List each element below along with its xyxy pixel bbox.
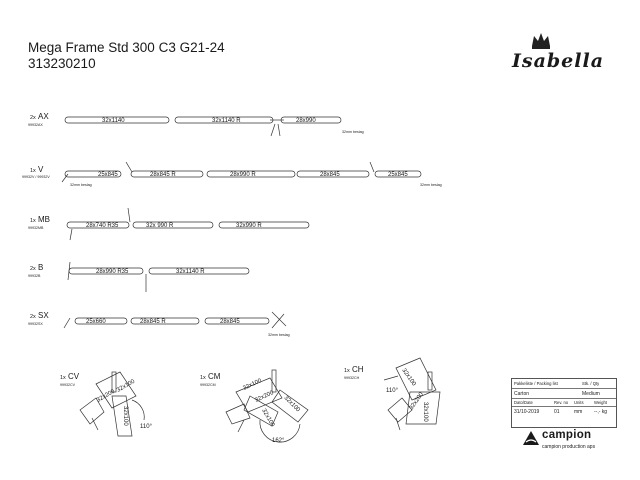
row-mb-seg-2: 32x 990 R — [146, 223, 174, 229]
corner-cm-label-2: 32x200 — [254, 390, 275, 404]
campion-logo — [522, 428, 622, 458]
title-block-row-2 — [512, 389, 616, 399]
row-b-seg-2: 32x1140 R — [176, 269, 205, 275]
row-v-code: V — [38, 165, 44, 174]
qty-label: Stk. / Qty — [582, 381, 600, 386]
corner-ch-code: CH — [352, 365, 364, 374]
row-ax-seg-2: 32x1140 R — [212, 118, 241, 124]
row-ax-part: 99932AX — [28, 123, 43, 127]
title-block-row-3 — [512, 399, 616, 407]
row-mb-seg-3: 32x990 R — [236, 223, 262, 229]
rev-value: 01 — [554, 408, 560, 415]
row-ax-qty: 2x — [30, 115, 36, 121]
corner-cv-label-3: 32x100 — [122, 406, 128, 426]
corner-cm-part: 99932CM — [200, 383, 216, 387]
row-mb-code: MB — [38, 215, 50, 224]
row-sx-seg-3: 28x845 — [220, 319, 240, 325]
title-block-row-1 — [512, 379, 616, 389]
corner-cv-qty: 1x — [60, 375, 66, 381]
row-mb-seg-1: 28x740 R35 — [86, 223, 119, 229]
corner-ch-part: 99932CH — [344, 376, 360, 380]
corner-cm-angle: 162° — [272, 438, 285, 444]
weight-header: Weight — [594, 400, 607, 405]
row-b-tubes — [68, 262, 249, 292]
carton-label: Carton — [514, 390, 530, 397]
date-header: Dato/Date — [514, 400, 533, 405]
row-v-part: 99932V / 99932V — [22, 175, 50, 179]
corner-cv-part: 99932CV — [60, 383, 75, 387]
row-v-seg-2: 28x845 R — [150, 172, 176, 178]
weight-value: --,- kg — [594, 408, 608, 415]
corner-ch — [384, 358, 440, 430]
units-value: mm — [574, 408, 583, 415]
row-v-seg-3: 28x990 R — [230, 172, 256, 178]
row-v-seg-5: 25x845 — [388, 172, 408, 178]
campion-name: campion — [542, 429, 592, 441]
campion-subtitle: campion production aps — [542, 444, 596, 450]
row-ax-seg-3: 28x990 — [296, 118, 316, 124]
row-sx-seg-1: 25x660 — [86, 319, 106, 325]
packing-list-label: Pakkeliste / Packing list — [514, 381, 558, 386]
row-sx-qty: 2x — [30, 314, 36, 320]
title-block-row-4 — [512, 407, 616, 416]
row-v-note-1: 32mm beslag — [70, 183, 92, 187]
corner-cm-label-1: 32x100 — [242, 378, 263, 392]
row-v-seg-1: 25x845 — [98, 172, 118, 178]
row-ax-code: AX — [38, 112, 49, 121]
date-value: 31/10-2019 — [514, 408, 540, 415]
row-ax-seg-1: 32x1140 — [102, 118, 125, 124]
corner-ch-qty: 1x — [344, 368, 350, 374]
corner-cv-angle: 110° — [140, 424, 152, 430]
corner-cm-label-4: 32x100 — [282, 395, 301, 414]
row-v-seg-4: 28x845 — [320, 172, 340, 178]
brand-name: Isabella — [512, 50, 605, 72]
row-sx-code: SX — [38, 311, 49, 320]
rev-header: Rev. no — [554, 400, 569, 405]
row-v-qty: 1x — [30, 168, 36, 174]
corner-ch-label-3: 32x100 — [422, 402, 428, 422]
row-b-seg-1: 28x990 R35 — [96, 269, 129, 275]
row-sx-note: 32mm beslag — [268, 333, 290, 337]
row-sx-part: 99932SX — [28, 322, 43, 326]
corner-cm-code: CM — [208, 372, 221, 381]
corner-cv-code: CV — [68, 372, 80, 381]
corner-ch-label-1: 32x100 — [400, 367, 417, 388]
row-mb-part: 99932MB — [28, 226, 44, 230]
corner-cm-qty: 1x — [200, 375, 206, 381]
carton-size: Medium — [582, 390, 600, 397]
row-mb-qty: 1x — [30, 218, 36, 224]
campion-mark-icon — [522, 430, 540, 448]
product-name: Mega Frame Std 300 C3 G21-24 — [28, 40, 225, 55]
corner-ch-label-2: 32x200 — [408, 391, 425, 412]
product-number: 313230210 — [28, 56, 96, 71]
row-ax-note: 32mm beslag — [342, 130, 364, 134]
row-sx-seg-2: 28x845 R — [140, 319, 166, 325]
row-b-qty: 2x — [30, 266, 36, 272]
corner-ch-angle: 110° — [386, 388, 398, 394]
row-v-note-2: 32mm beslag — [420, 183, 442, 187]
units-header: Units — [574, 400, 584, 405]
corner-cv-label-1: 32x200 — [96, 388, 117, 404]
row-b-part: 99932B — [28, 274, 41, 278]
title-block — [511, 378, 617, 428]
corner-cv-label-2: 32x100 — [116, 378, 137, 394]
row-b-code: B — [38, 263, 44, 272]
corner-cm-label-3: 32x100 — [260, 408, 276, 429]
